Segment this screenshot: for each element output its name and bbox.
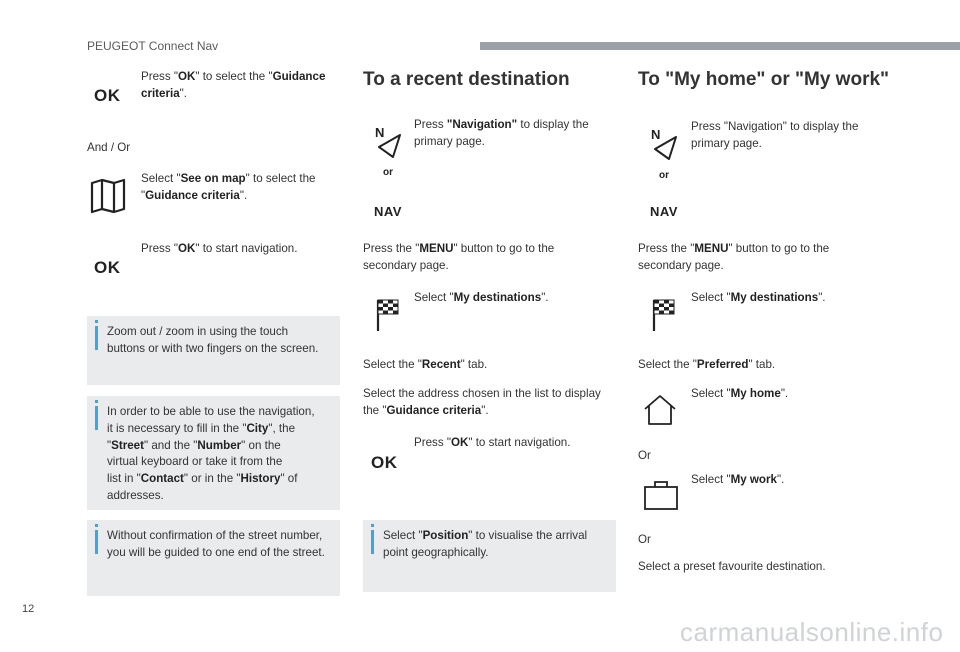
step-press-navigation: Press "Navigation" to display the primary page.: [691, 120, 859, 150]
info-icon: [95, 326, 98, 350]
checkered-flag-icon: [374, 298, 400, 332]
nav-button-icon: NAV: [374, 204, 402, 219]
briefcase-icon: [643, 479, 679, 511]
or-label: or: [659, 170, 669, 181]
step-select-address: Select the address chosen in the list to display the "Guidance criteria".: [363, 387, 601, 417]
ok-button-icon: OK: [371, 453, 398, 472]
ok-button-icon: OK: [94, 86, 121, 105]
map-icon: [90, 178, 126, 214]
info-icon: [95, 406, 98, 430]
or-label: Or: [638, 533, 651, 546]
section-title-recent: To a recent destination: [363, 69, 570, 90]
navigation-arrow-icon: [374, 123, 404, 159]
watermark: carmanualsonline.info: [680, 617, 944, 647]
header-rule: [480, 42, 960, 50]
section-title-home-work: To "My home" or "My work": [638, 69, 890, 90]
page-number: 12: [22, 603, 35, 615]
home-icon: [643, 394, 677, 426]
svg-text:N: N: [651, 127, 661, 142]
info-note-street-number: Without confirmation of the street number, you will be guided to one end of the street.: [87, 520, 340, 596]
step-see-on-map: Select "See on map" to select the "Guidance criteria".: [141, 172, 316, 202]
step-press-menu: Press the "MENU" button to go to the secondary page.: [638, 242, 830, 272]
step-press-ok-start: Press "OK" to start navigation.: [141, 242, 298, 255]
step-my-home: Select "My home".: [691, 387, 789, 400]
step-recent-tab: Select the "Recent" tab.: [363, 358, 488, 371]
and-or-label: And / Or: [87, 141, 131, 154]
checkered-flag-icon: [650, 298, 676, 332]
step-preset-favourite: Select a preset favourite destination.: [638, 560, 826, 573]
step-my-destinations: Select "My destinations".: [691, 291, 826, 304]
svg-text:N: N: [375, 125, 385, 140]
navigation-arrow-icon: [650, 125, 680, 161]
info-icon: [371, 530, 374, 554]
step-press-ok-guidance: Press "OK" to select the "Guidance criteria".: [141, 70, 326, 100]
or-label: Or: [638, 449, 651, 462]
step-my-destinations: Select "My destinations".: [414, 291, 549, 304]
or-label: or: [383, 167, 393, 178]
info-icon: [95, 530, 98, 554]
step-preferred-tab: Select the "Preferred" tab.: [638, 358, 776, 371]
info-note-position: Select "Position" to visualise the arrival point geographically.: [363, 520, 616, 592]
running-header: PEUGEOT Connect Nav: [87, 39, 219, 53]
step-press-navigation: Press "Navigation" to display the primary page.: [414, 118, 589, 148]
nav-button-icon: NAV: [650, 204, 678, 219]
step-press-ok-start: Press "OK" to start navigation.: [414, 436, 571, 449]
info-note-address: In order to be able to use the navigation, it is necessary to fill in the "City", the "Street" and the "Number" on the virtual keyboard or take it from the list in "Contact" or in the "History" of addresses.: [87, 396, 340, 510]
ok-button-icon: OK: [94, 258, 121, 277]
step-my-work: Select "My work".: [691, 473, 785, 486]
step-press-menu: Press the "MENU" button to go to the secondary page.: [363, 242, 555, 272]
info-note-zoom: Zoom out / zoom in using the touch buttons or with two fingers on the screen.: [87, 316, 340, 385]
